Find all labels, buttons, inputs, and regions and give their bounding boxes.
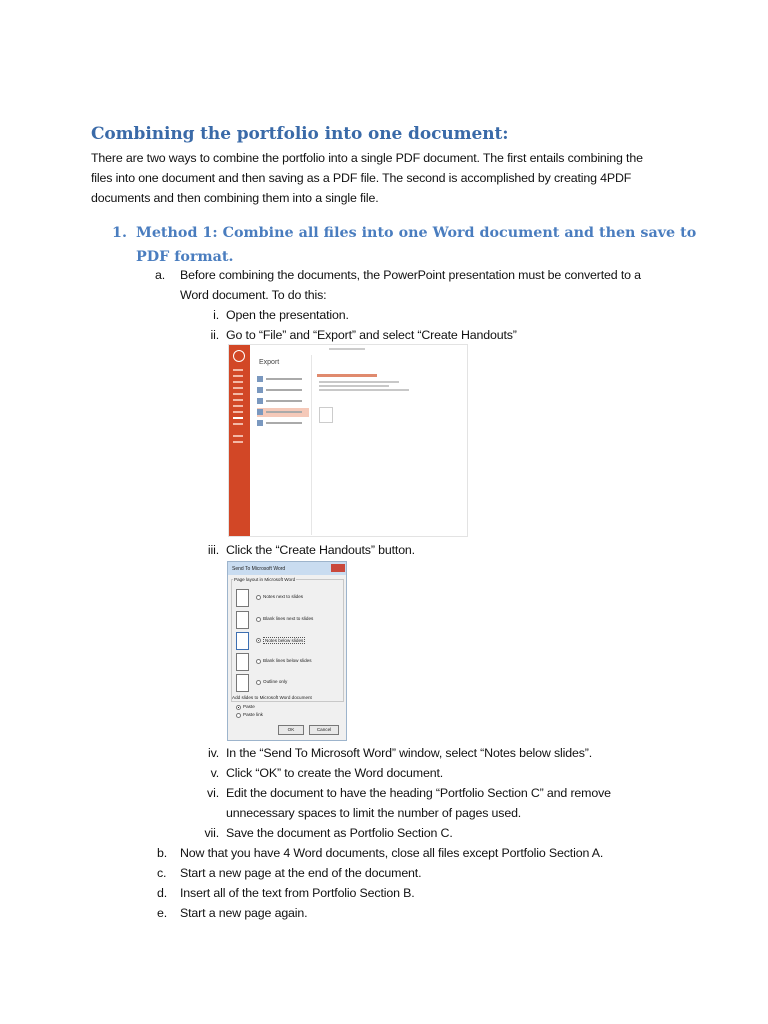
list-marker: ii. — [210, 328, 219, 342]
list-marker: vi. — [207, 786, 219, 800]
substep-text: Click the “Create Handouts” button. — [226, 543, 415, 557]
paste-label: Paste — [243, 704, 255, 709]
layout-thumbnail-icon — [236, 674, 249, 692]
list-marker: v. — [210, 766, 219, 780]
method-number: 1. — [112, 225, 127, 241]
list-marker: c. — [157, 866, 167, 880]
option-label: Blank lines below slides — [263, 658, 312, 663]
step-text: Start a new page again. — [180, 906, 308, 920]
method-heading-line: Method 1: Combine all files into one Word document and then save to — [136, 225, 697, 241]
step-text: Start a new page at the end of the document. — [180, 866, 422, 880]
create-handouts-heading — [317, 374, 377, 377]
substep-text: In the “Send To Microsoft Word” window, select “Notes below slides”. — [226, 746, 593, 760]
list-marker: d. — [157, 886, 168, 900]
substep-text: Go to “File” and “Export” and select “Create Handouts” — [226, 328, 517, 342]
list-marker: b. — [157, 846, 168, 860]
export-title: Export — [259, 359, 280, 366]
powerpoint-export-screenshot — [228, 344, 468, 537]
option-label: Blank lines next to slides — [263, 616, 314, 621]
step-text: Insert all of the text from Portfolio Section B. — [180, 886, 415, 900]
export-option — [257, 397, 309, 406]
export-option — [257, 386, 309, 395]
export-option — [257, 375, 309, 384]
add-slides-label: Add slides to Microsoft Word document — [232, 695, 312, 700]
intro-paragraph — [91, 148, 691, 208]
list-marker: vii. — [204, 826, 219, 840]
intro-line: files into one document and then saving as a PDF file. The second is accomplished by creating 4PDF — [91, 171, 632, 185]
dialog-title: Send To Microsoft Word — [232, 566, 286, 572]
option-label: Outline only — [263, 679, 288, 684]
step-a-line: Before combining the documents, the PowerPoint presentation must be converted to a — [180, 268, 641, 282]
option-radio — [256, 595, 261, 600]
layout-thumbnail-icon — [236, 611, 249, 629]
paste-radio-selected — [236, 705, 241, 710]
paste-link-label: Paste link — [243, 712, 263, 717]
paste-link-radio — [236, 713, 241, 718]
substep-text: Save the document as Portfolio Section C. — [226, 826, 453, 840]
group-label: Page layout in Microsoft Word — [234, 577, 296, 582]
layout-thumbnail-icon — [236, 632, 249, 650]
method-1-heading — [112, 221, 696, 269]
back-arrow-icon — [233, 350, 245, 362]
step-a-line: Word document. To do this: — [180, 288, 327, 302]
list-marker: a. — [155, 268, 166, 282]
list-marker: iv. — [207, 746, 219, 760]
backstage-rail — [229, 345, 250, 537]
option-radio — [256, 680, 261, 685]
option-radio — [256, 659, 261, 664]
substep-text: Edit the document to have the heading “Portfolio Section C” and remove — [226, 786, 611, 800]
list-marker: iii. — [207, 543, 219, 557]
substep-text: Open the presentation. — [226, 308, 349, 322]
intro-line: documents and then combining them into a single file. — [91, 191, 379, 205]
section-heading: Combining the portfolio into one document: — [91, 124, 509, 144]
option-label: Notes next to slides — [263, 594, 304, 599]
substep-text: unnecessary spaces to limit the number of pages used. — [226, 806, 522, 820]
list-marker: e. — [157, 906, 168, 920]
close-icon — [331, 564, 345, 572]
send-to-word-dialog-screenshot — [227, 561, 347, 741]
create-handouts-button-icon — [319, 407, 333, 423]
option-label: Notes below slides — [265, 638, 304, 643]
layout-thumbnail-icon — [236, 589, 249, 607]
option-radio — [256, 617, 261, 622]
layout-thumbnail-icon — [236, 653, 249, 671]
substep-text: Click “OK” to create the Word document. — [226, 766, 444, 780]
step-text: Now that you have 4 Word documents, close all files except Portfolio Section A. — [180, 846, 604, 860]
method-heading-line: PDF format. — [136, 249, 234, 265]
cancel-button: Cancel — [309, 725, 339, 735]
intro-line: There are two ways to combine the portfolio into a single PDF document. The first entails combining the — [91, 151, 643, 165]
option-radio-selected — [256, 638, 261, 643]
ok-button: OK — [278, 725, 304, 735]
export-option — [257, 419, 309, 428]
export-option-selected — [257, 408, 309, 417]
list-marker: i. — [213, 308, 219, 322]
dialog-titlebar — [228, 562, 347, 575]
